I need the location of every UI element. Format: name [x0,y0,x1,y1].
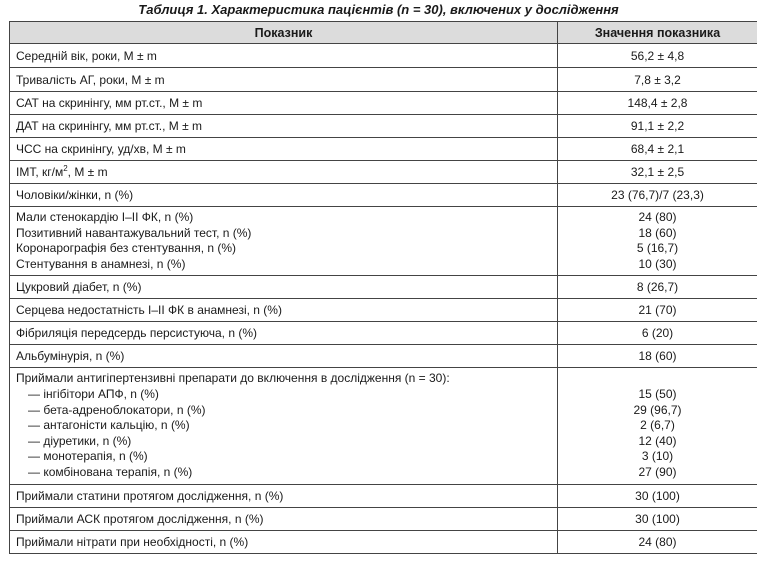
row-value: 3 (10) [641,449,674,464]
row-value: 5 (16,7) [636,241,679,256]
row-value: 30 (100) [558,507,757,530]
bmi-superscript: 2 [63,164,68,173]
row-label: — бета-адреноблокатори, n (%) [28,402,206,417]
table-header-row [10,22,757,44]
table-row [10,161,757,184]
row-value: 24 (80) [638,210,677,224]
row-value: 15 (50) [638,386,677,401]
row-label: ЧСС на скринінгу, уд/хв, M ± m [10,138,558,161]
table-row [10,507,757,530]
row-value: 24 (80) [558,530,757,553]
table-row [10,138,757,161]
row-value: 18 (60) [638,225,677,240]
table-row [10,530,757,553]
row-value: 91,1 ± 2,2 [558,115,757,138]
row-label: Приймали АСК протягом дослідження, n (%) [10,507,558,530]
row-value: 18 (60) [558,345,757,368]
row-label: Приймали антигіпертензивні препарати до включення в дослідження (n = 30): [16,371,450,386]
row-label: ДАТ на скринінгу, мм рт.ст., M ± m [10,115,558,138]
row-label: — монотерапія, n (%) [28,449,148,464]
table-row [10,68,757,92]
row-value: 148,4 ± 2,8 [558,92,757,115]
row-label: Коронарографія без стентування, n (%) [16,241,237,256]
row-value-group [558,368,757,484]
table-row [10,115,757,138]
table-row [10,345,757,368]
table-row [10,276,757,299]
row-value: 21 (70) [558,299,757,322]
table-row [10,484,757,507]
row-label: Мали стенокардію I–II ФК, n (%) [16,210,194,224]
row-label: Цукровий діабет, n (%) [10,276,558,299]
row-label: — комбінована терапія, n (%) [28,464,193,479]
row-label-group [10,368,558,484]
row-value: 10 (30) [638,256,677,271]
header-value: Значення показника [558,22,757,44]
table-row [10,207,757,276]
row-label: Приймали статини протягом дослідження, n (%) [10,484,558,507]
row-label: Альбумінурія, n (%) [10,345,558,368]
row-label: — діуретики, n (%) [28,433,132,448]
row-label: Тривалість АГ, роки, M ± m [10,68,558,92]
bmi-label-suffix: , M ± m [67,165,108,179]
row-value: 23 (76,7)/7 (23,3) [558,184,757,207]
row-value: 2 (6,7) [640,418,675,433]
row-label: Чоловіки/жінки, n (%) [10,184,558,207]
row-value: 27 (90) [638,464,677,479]
table-row [10,322,757,345]
row-label: САТ на скринінгу, мм рт.ст., M ± m [10,92,558,115]
table-row [10,184,757,207]
row-label: Фібриляція передсердь персистуюча, n (%) [10,322,558,345]
table-caption: Таблиця 1. Характеристика пацієнтів (n = 30), включених у дослідження [138,2,619,17]
row-label [10,161,558,184]
row-value: 6 (20) [558,322,757,345]
table-row [10,44,757,68]
table-row [10,368,757,484]
table-row [10,299,757,322]
row-value: 8 (26,7) [558,276,757,299]
row-label: — інгібітори АПФ, n (%) [28,386,159,401]
row-value: 29 (96,7) [633,402,682,417]
header-indicator: Показник [10,22,558,44]
row-label-group [10,207,558,276]
row-value-spacer [564,371,751,387]
row-value: 68,4 ± 2,1 [558,138,757,161]
row-label: Позитивний навантажувальний тест, n (%) [16,225,252,240]
row-value: 32,1 ± 2,5 [558,161,757,184]
row-label: Середній вік, роки, M ± m [10,44,558,68]
row-value: 7,8 ± 3,2 [558,68,757,92]
row-value: 12 (40) [638,433,677,448]
row-label: — антагоністи кальцію, n (%) [28,418,190,433]
row-label: Приймали нітрати при необхідності, n (%) [10,530,558,553]
patient-characteristics-table [9,21,757,554]
row-label: Серцева недостатність I–II ФК в анамнезі, n (%) [10,299,558,322]
row-value-group [558,207,757,276]
row-label: Стентування в анамнезі, n (%) [16,256,186,271]
bmi-label: ІМТ, кг/м [16,165,64,179]
row-value: 56,2 ± 4,8 [558,44,757,68]
row-value: 30 (100) [558,484,757,507]
table-row [10,92,757,115]
